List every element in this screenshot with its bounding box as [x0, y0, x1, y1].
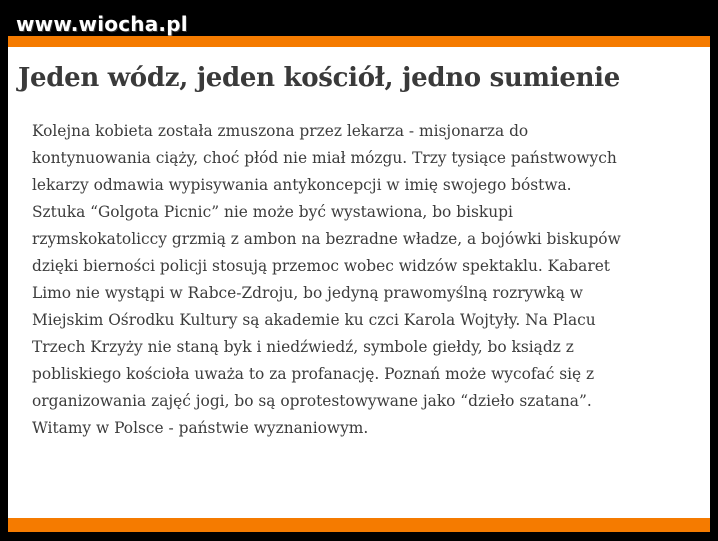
top-accent-bar	[8, 36, 710, 47]
article-line: organizowania zajęć jogi, bo są oprotestowywane jako “dzieło szatana”.	[32, 392, 592, 410]
article-panel	[8, 47, 710, 518]
article-line: lekarzy odmawia wypisywania antykoncepcji w imię swojego bóstwa.	[32, 176, 572, 194]
article-line: Miejskim Ośrodku Kultury są akademie ku czci Karola Wojtyły. Na Placu	[32, 311, 596, 329]
article-line: dzięki bierności policji stosują przemoc wobec widzów spektaklu. Kabaret	[32, 257, 610, 275]
bottom-accent-bar	[8, 518, 710, 532]
article-line: Sztuka “Golgota Picnic” nie może być wystawiona, bo biskupi	[32, 203, 513, 221]
article-line: rzymskokatoliccy grzmią z ambon na bezradne władze, a bojówki biskupów	[32, 230, 621, 248]
article-line: pobliskiego kościoła uważa to za profanację. Poznań może wycofać się z	[32, 365, 595, 383]
article-line: Witamy w Polsce - państwie wyznaniowym.	[32, 419, 369, 437]
article-body	[32, 118, 712, 442]
site-watermark: www.wiocha.pl	[16, 12, 188, 36]
article-line: Kolejna kobieta została zmuszona przez lekarza - misjonarza do	[32, 122, 529, 140]
article-title: Jeden wódz, jeden kościół, jedno sumienie	[18, 63, 620, 93]
article-line: Limo nie wystąpi w Rabce-Zdroju, bo jedyną prawomyślną rozrywką w	[32, 284, 583, 302]
article-line: kontynuowania ciąży, choć płód nie miał mózgu. Trzy tysiące państwowych	[32, 149, 617, 167]
article-line: Trzech Krzyży nie staną byk i niedźwiedź, symbole giełdy, bo ksiądz z	[32, 338, 574, 356]
